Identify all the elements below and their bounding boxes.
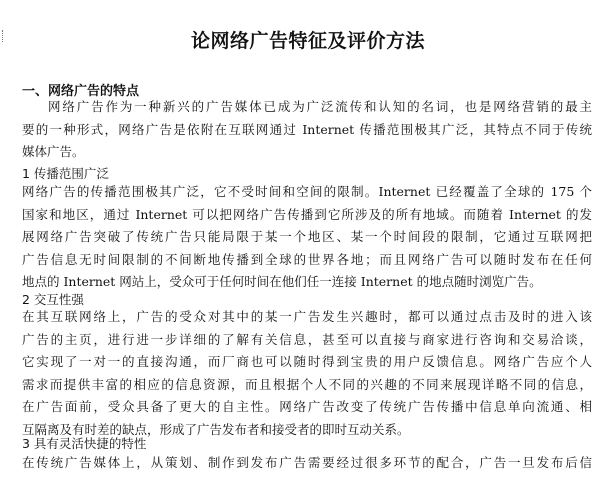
text-line: 网络广告作为一种新兴的广告媒体已成为广泛流传和认知的名词，也是网络营销的最主: [48, 99, 592, 114]
subheading-wide-reach: 1 传播范围广泛: [22, 166, 109, 181]
paragraph-interactivity: [22, 306, 592, 442]
text-line: 媒体广告。: [22, 144, 85, 160]
text-line: 在其互联网络上，广告的受众对其中的某一广告发生兴趣时，都可以通过点击及时的进入该: [22, 309, 592, 324]
text-line: 要的一种形式，网络广告是依附在互联网通过 Internet 传播范围极其广泛，其特点不同于传统: [22, 121, 592, 137]
text-line: 在广告面前，受众具备了更大的自主性。网络广告改变了传统广告传播中信息单向流通、相: [22, 399, 592, 415]
text-line: 展网络广告突破了传统广告只能局限于某一个地区、某一个时间段的限制，它通过互联网把: [22, 229, 592, 245]
text-line: 需求而提供丰富的相应的信息资源，而且根据个人不同的兴趣的不同来展现详略不同的信息，: [22, 376, 592, 392]
section-heading-features: 一、网络广告的特点: [22, 84, 140, 99]
text-line: 地点的 Internet 网站上，受众可于任何时间在他们任一连接 Internet 的地点随时浏览广告。: [22, 274, 542, 290]
subheading-interactivity: 2 交互性强: [22, 292, 84, 307]
page-margin-marker: [2, 30, 7, 42]
text-line: 互隔离及有时差的缺点，形成了广告发布者和接受者的即时互动关系。: [22, 421, 410, 437]
text-line: 国家和地区，通过 Internet 可以把网络广告传播到它所涉及的所有地域。而随着 Internet 的发: [22, 206, 592, 222]
document-title: 论网络广告特征及评价方法: [190, 30, 425, 52]
paragraph-flexibility: [22, 452, 592, 475]
paragraph-wide-reach: [22, 181, 592, 294]
subheading-flexibility: 3 具有灵活快捷的特性: [22, 436, 147, 451]
text-line: 它实现了一对一的直接沟通，而厂商也可以随时得到宝贵的用户反馈信息。网络广告应个人: [22, 354, 592, 370]
intro-paragraph: [22, 96, 592, 164]
text-line: 广告的主页，进行进一步详细的了解有关信息，甚至可以直接与商家进行咨询和交易洽谈，: [22, 331, 592, 347]
text-line: 在传统广告媒体上，从策划、制作到发布广告需要经过很多环节的配合，广告一旦发布后信: [22, 455, 592, 470]
text-line: 网络广告的传播范围极其广泛，它不受时间和空间的限制。Internet 已经覆盖了全球的 175 个: [22, 184, 592, 199]
text-line: 广告信息无时间限制的不间断地传播到全球的世界各地；而且网络广告可以随时发布在任何: [22, 251, 592, 267]
